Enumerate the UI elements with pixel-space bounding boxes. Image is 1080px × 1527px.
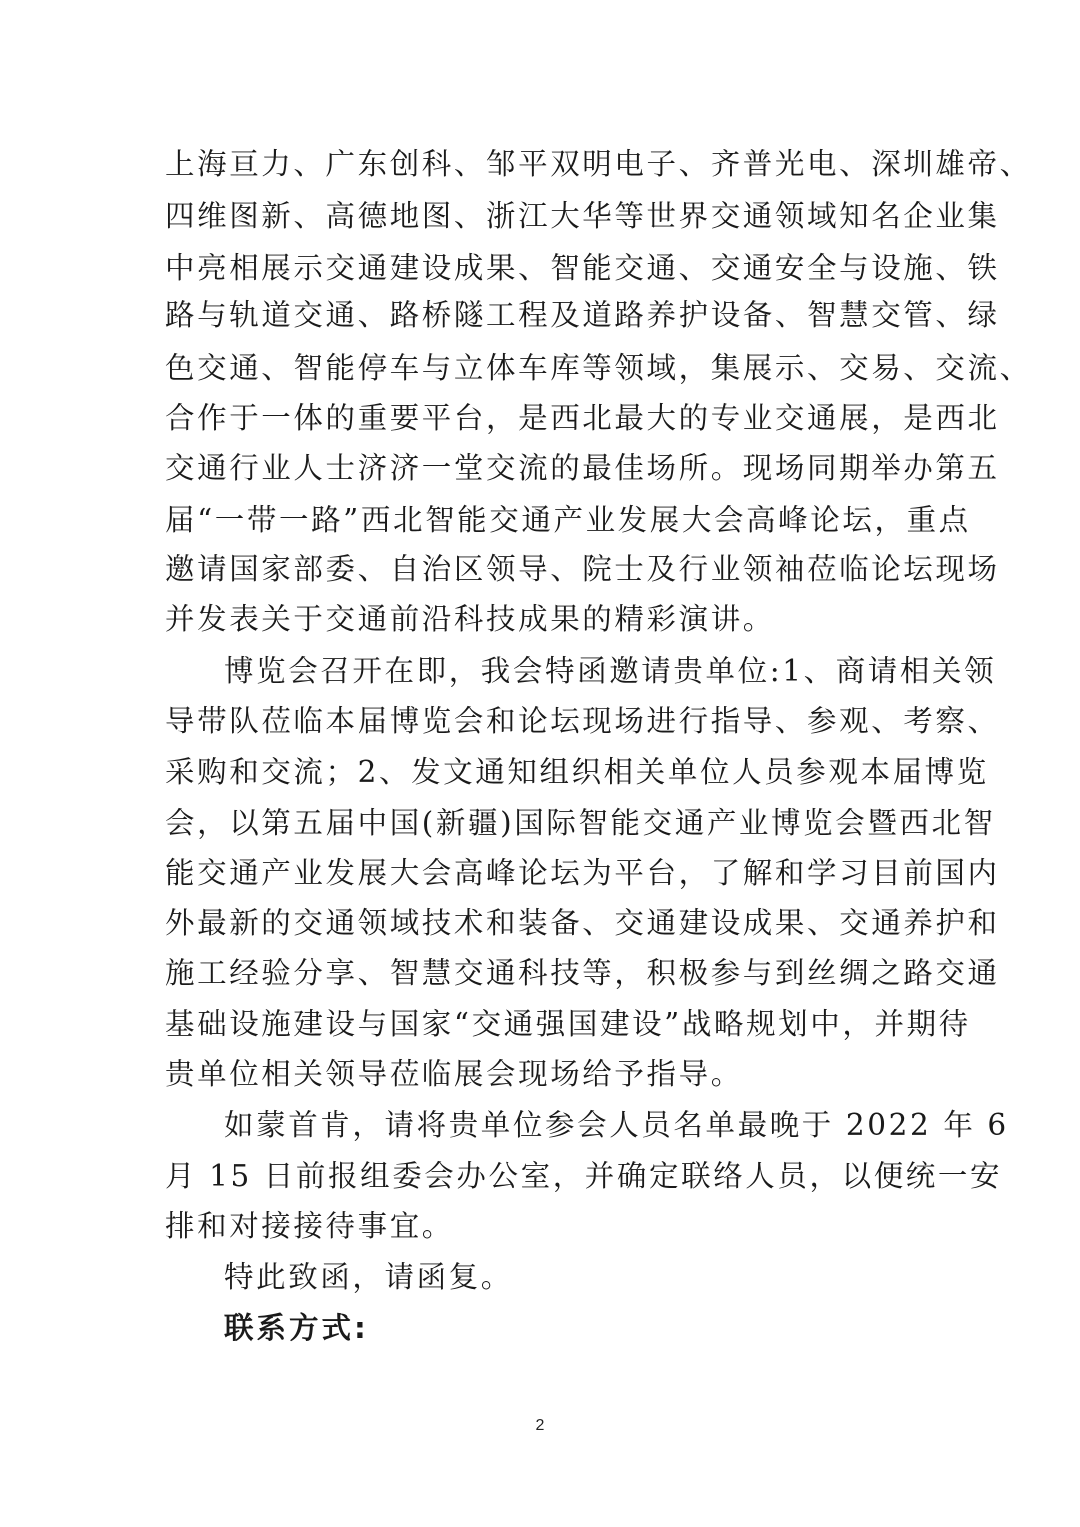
paragraph-1-line: 合作于一体的重要平台，是西北最大的专业交通展，是西北	[165, 401, 1000, 435]
paragraph-1-line: 色交通、智能停车与立体车库等领域，集展示、交易、交流、	[165, 351, 1032, 385]
paragraph-2-line: 施工经验分享、智慧交通科技等，积极参与到丝绸之路交通	[165, 956, 1000, 990]
paragraph-3-line: 如蒙首肯，请将贵单位参会人员名单最晚于 2022 年 6	[224, 1108, 1009, 1142]
paragraph-2-line: 导带队莅临本届博览会和论坛现场进行指导、参观、考察、	[165, 704, 1000, 738]
contact-heading: 联系方式:	[224, 1311, 369, 1345]
paragraph-2-line: 能交通产业发展大会高峰论坛为平台，了解和学习目前国内	[165, 856, 1000, 890]
paragraph-2-line: 采购和交流；2、发文通知组织相关单位人员参观本届博览	[165, 755, 989, 789]
paragraph-3-line: 排和对接接待事宜。	[165, 1209, 454, 1243]
paragraph-1-line: 四维图新、高德地图、浙江大华等世界交通领域知名企业集	[165, 199, 1000, 233]
paragraph-3-line: 月 15 日前报组委会办公室，并确定联络人员，以便统一安	[165, 1159, 1003, 1193]
paragraph-2-line: 基础设施建设与国家“交通强国建设”战略规划中，并期待	[165, 1007, 971, 1041]
paragraph-1-line: 并发表关于交通前沿科技成果的精彩演讲。	[165, 602, 775, 636]
paragraph-2-line: 会，以第五届中国(新疆)国际智能交通产业博览会暨西北智	[165, 806, 996, 840]
paragraph-2-line: 外最新的交通领域技术和装备、交通建设成果、交通养护和	[165, 906, 1000, 940]
paragraph-2-line: 贵单位相关领导莅临展会现场给予指导。	[165, 1057, 743, 1091]
paragraph-1-line: 邀请国家部委、自治区领导、院士及行业领袖莅临论坛现场	[165, 552, 1000, 586]
paragraph-1-line: 届“一带一路”西北智能交通产业发展大会高峰论坛，重点	[165, 503, 971, 537]
paragraph-1-line: 路与轨道交通、路桥隧工程及道路养护设备、智慧交管、绿	[165, 298, 1000, 332]
closing-text: 特此致函，请函复。	[224, 1260, 513, 1294]
paragraph-2-line: 博览会召开在即，我会特函邀请贵单位:1、商请相关领	[224, 654, 997, 688]
paragraph-1-line: 上海亘力、广东创科、邹平双明电子、齐普光电、深圳雄帝、	[165, 147, 1032, 181]
paragraph-1-line: 交通行业人士济济一堂交流的最佳场所。现场同期举办第五	[165, 451, 1000, 485]
paragraph-1-line: 中亮相展示交通建设成果、智能交通、交通安全与设施、铁	[165, 251, 1000, 285]
page-number: 2	[535, 1417, 545, 1434]
